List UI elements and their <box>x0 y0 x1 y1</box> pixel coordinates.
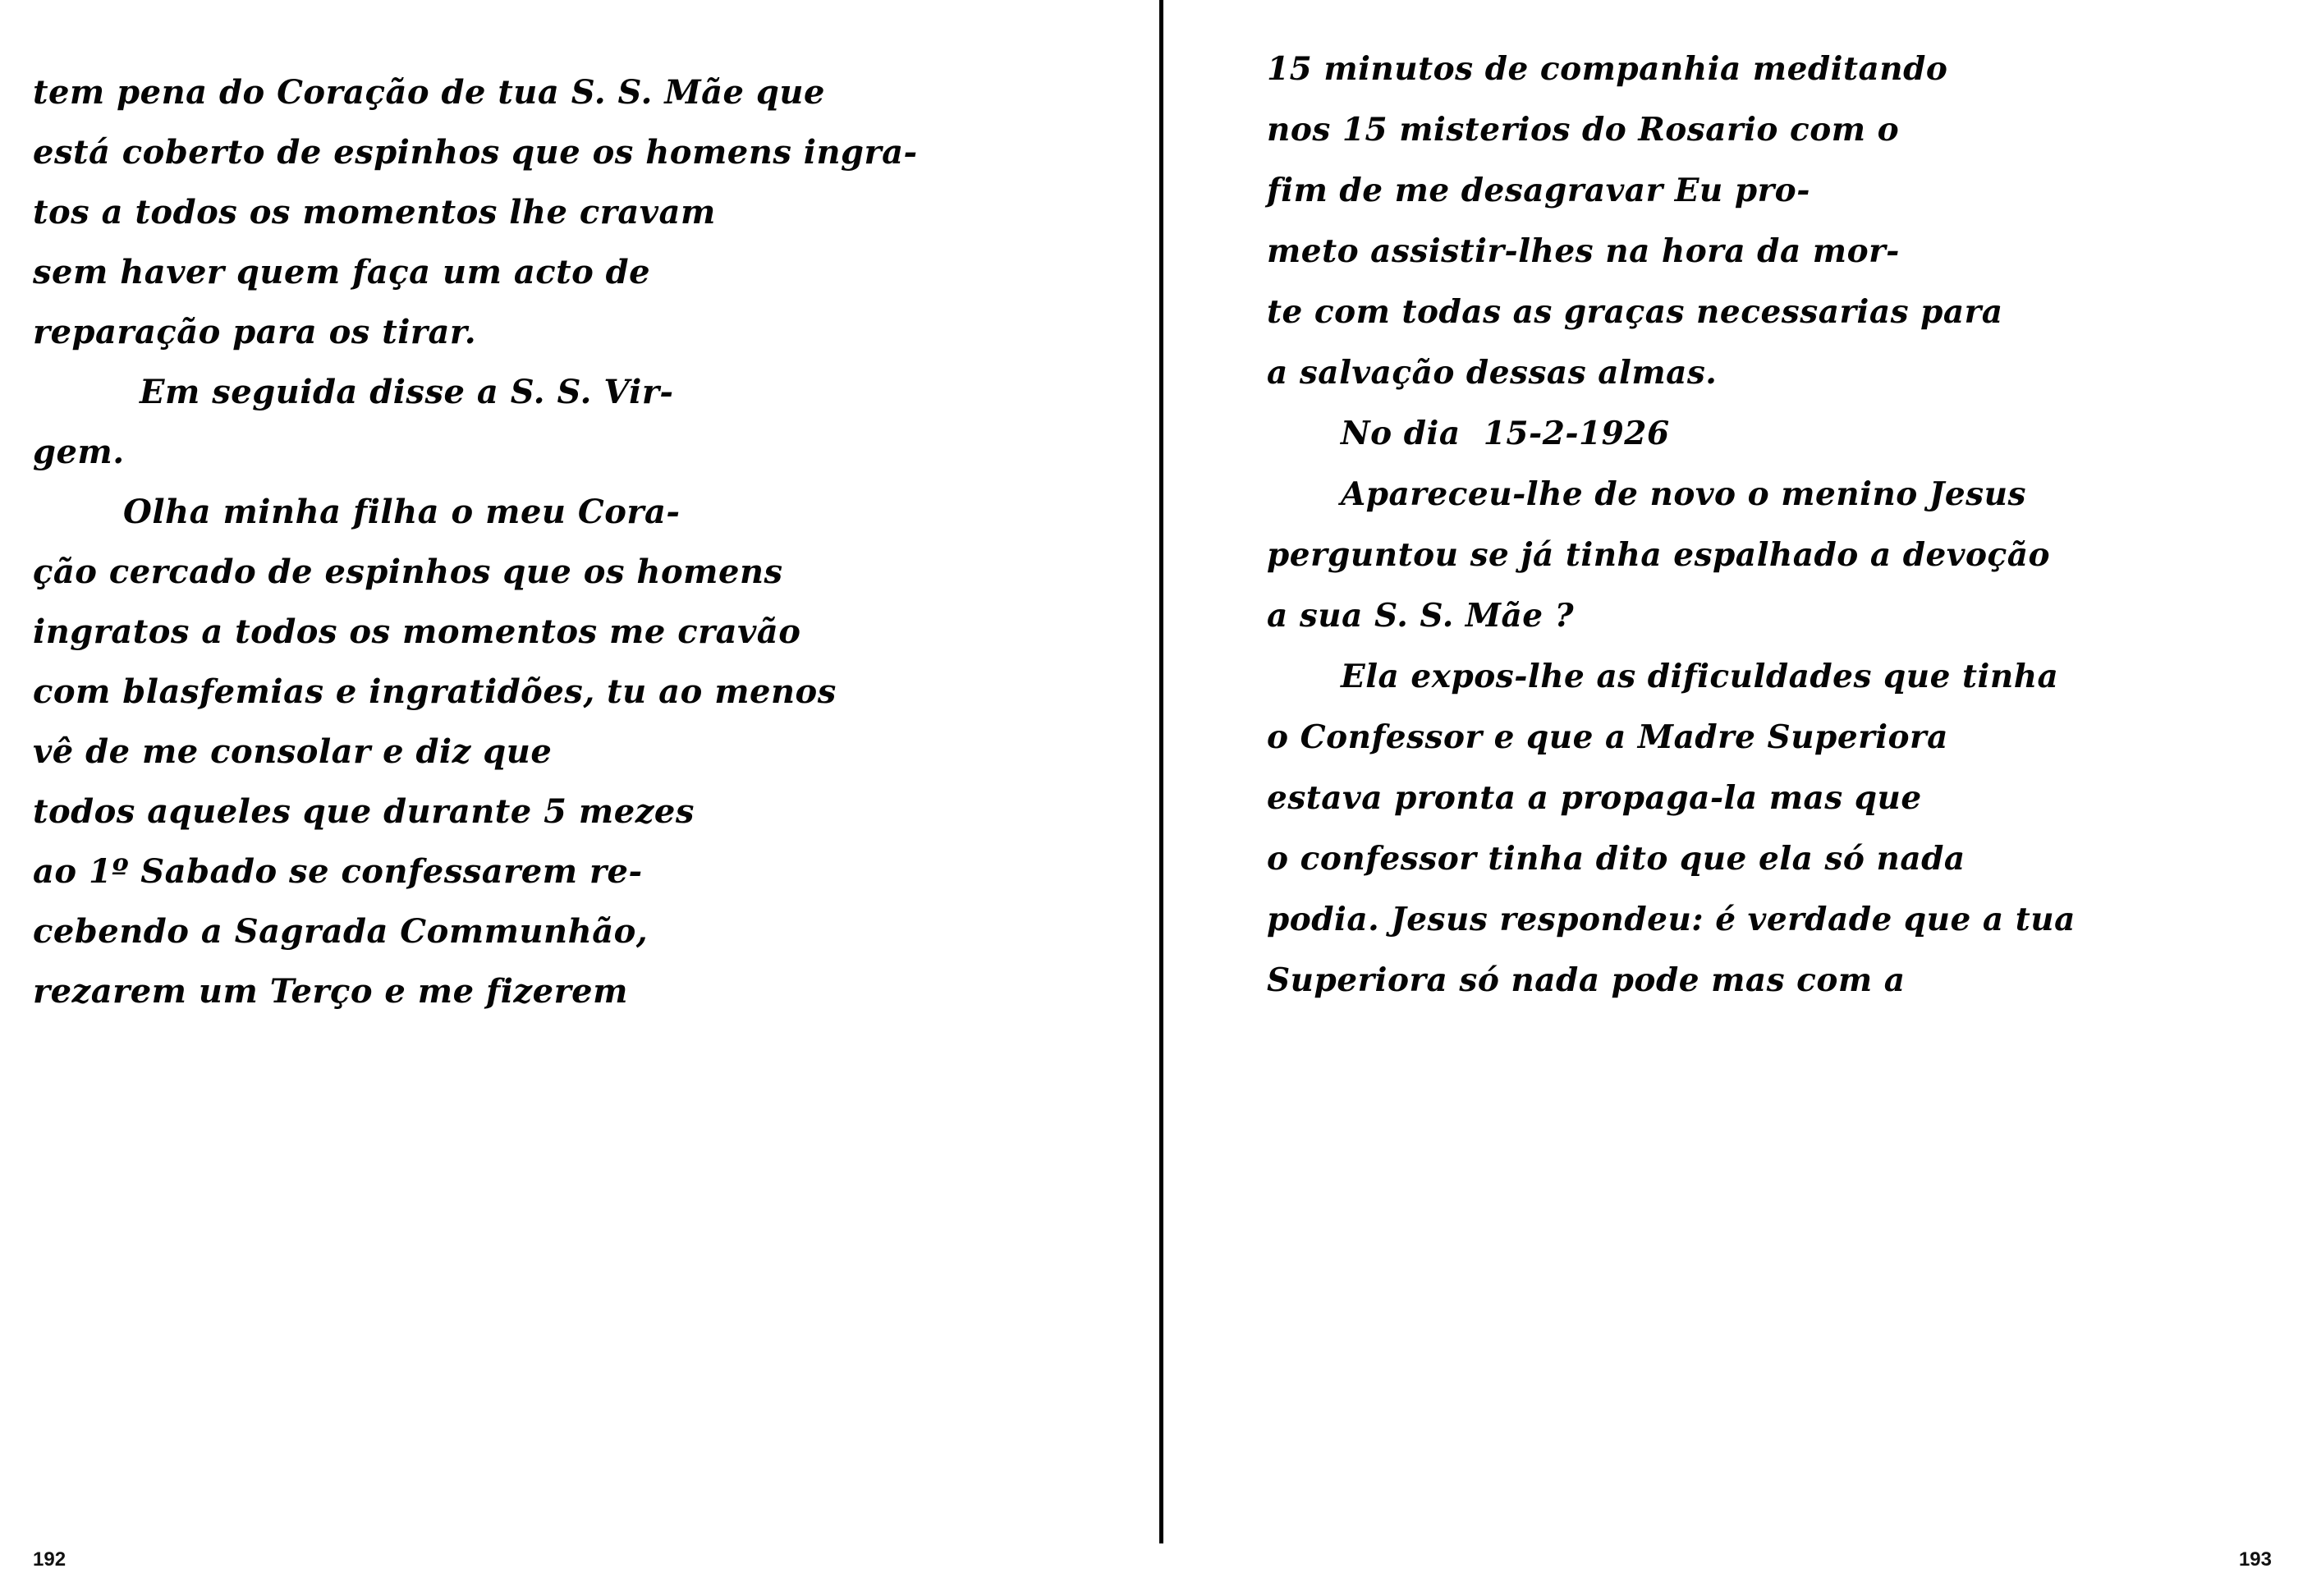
text-line: rezarem um Terço e me fizerem <box>33 972 628 1011</box>
text-line: Superiora só nada pode mas com a <box>1267 961 1906 999</box>
manuscript-page-left <box>0 0 1160 1596</box>
text-line: todos aqueles que durante 5 mezes <box>33 792 695 831</box>
text-line: cebendo a Sagrada Communhão, <box>33 912 649 951</box>
text-line: sem haver quem faça um acto de <box>33 253 651 291</box>
page-number-left: 192 <box>33 1548 67 1571</box>
text-line: o Confessor e que a Madre Superiora <box>1267 718 1948 756</box>
text-line: Ela expos-lhe as dificuldades que tinha <box>1341 658 2059 695</box>
text-line: está coberto de espinhos que os homens ingra- <box>33 133 918 172</box>
text-line: tos a todos os momentos lhe cravam <box>33 193 716 232</box>
text-line: Apareceu-lhe de novo o menino Jesus <box>1341 475 2026 513</box>
page-number-right: 193 <box>2238 1548 2272 1571</box>
text-line-date: No dia 15-2-1926 <box>1341 415 1670 452</box>
text-line: o confessor tinha dito que ela só nada <box>1267 840 1966 878</box>
text-line: ção cercado de espinhos que os homens <box>33 553 783 591</box>
text-line: Em seguida disse a S. S. Vir- <box>140 373 674 411</box>
text-line: com blasfemias e ingratidões, tu ao menos <box>33 672 837 711</box>
text-line: vê de me consolar e diz que <box>33 732 553 771</box>
text-line: 15 minutos de companhia meditando <box>1267 50 1948 88</box>
text-line: ingratos a todos os momentos me cravão <box>33 612 801 651</box>
text-line: nos 15 misterios do Rosario com o <box>1267 111 1900 149</box>
text-line: fim de me desagravar Eu pro- <box>1267 172 1810 209</box>
text-line: Olha minha filha o meu Cora- <box>123 493 681 531</box>
text-line: estava pronta a propaga-la mas que <box>1267 779 1922 817</box>
text-line: te com todas as graças necessarias para <box>1267 293 2003 331</box>
text-line: a salvação dessas almas. <box>1267 354 1718 392</box>
handwritten-text-block-left <box>33 49 1103 1011</box>
text-line: gem. <box>33 433 125 471</box>
text-line: meto assistir-lhes na hora da mor- <box>1267 232 1900 270</box>
text-line: a sua S. S. Mãe ? <box>1267 597 1575 635</box>
text-line: perguntou se já tinha espalhado a devoção <box>1267 536 2051 574</box>
text-line: podia. Jesus respondeu: é verdade que a tua <box>1267 901 2076 938</box>
manuscript-page-right <box>1160 0 2321 1596</box>
handwritten-text-block-right <box>1267 25 2272 997</box>
text-line: reparação para os tirar. <box>33 313 477 351</box>
text-line: tem pena do Coração de tua S. S. Mãe que <box>33 73 825 112</box>
text-line: ao 1º Sabado se confessarem re- <box>33 852 643 891</box>
